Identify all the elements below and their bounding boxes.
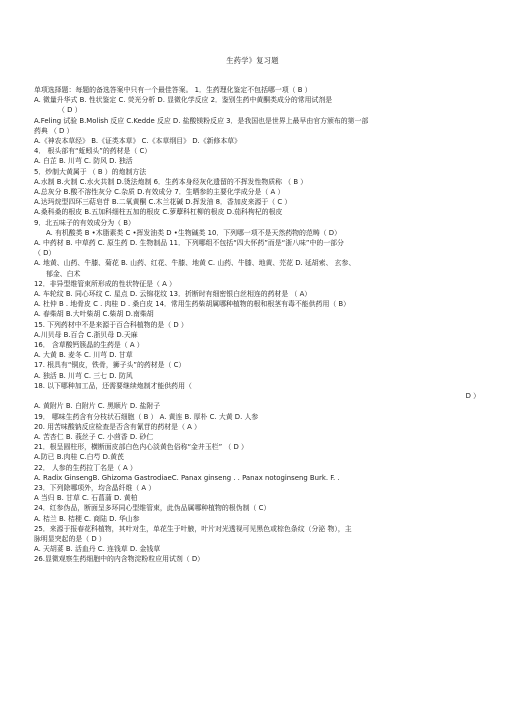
text-line: 12．非异型维管束所形成的性状特征是（ A ） xyxy=(34,279,176,288)
text-line: A. 有机酸类 B •木脂素类 C •挥发油类 D •生物碱类 10．下列哪一项不是天然药物的范畴（ D） xyxy=(46,228,341,237)
text-line: 17. 根具有“铜皮，铁骨，狮子头”的药材是（ C） xyxy=(34,361,186,370)
text-line: A.水制 B.火制 C.水火共制 D.烫法炮制 6．生药本身经灰化遗留的不挥发性物质称 （ B ） xyxy=(34,177,308,186)
text-line: 脉明显突起的是（ D ） xyxy=(34,534,106,543)
text-line: A.达玛烷型四环三萜皂苷 B.二氧黄酮 C.木兰花碱 D.挥发油 8．香加皮来源于（ C ） xyxy=(34,198,292,207)
text-line: A. 微量升华式 B. 性状鉴定 C. 荧光分析 D. 显微化学反应 2．鉴别生药中黄酮类成分的常用试剂是 xyxy=(34,96,333,105)
text-line: A. 车轮纹 B. 同心环纹 C. 星点 D. 云锦花纹 13．折断时有细密银白丝相连的药材是 （ A） xyxy=(34,290,312,299)
text-line: A.Feling 试验 B.Molish 反应 C.Kedde 反应 D. 盐酸镁粉反应 3．是我国也是世界上最早由官方颁布的第一部 xyxy=(34,116,369,125)
text-line: 22． 人参的生药拉丁名是（ A ） xyxy=(34,463,137,472)
text-line: 24．红参伪品，断面呈多环同心型维管束，此伪品属哪种植物的根伪制（ C） xyxy=(34,504,271,513)
text-line: A. 桔兰 B. 桔梗 C. 商陆 D. 华山参 xyxy=(34,514,140,523)
text-line: A. 苦杏仁 B. 莪丝子 C. 小茴香 D. 砂仁 xyxy=(34,432,154,441)
text-line: 18. 以下哪种加工品，还需要继续炮制才能供药用（ xyxy=(34,381,192,390)
text-line: 单项选择题：每题的备选答案中只有一个最佳答案。 1．生药理化鉴定不包括哪一项（ B ） xyxy=(34,86,312,94)
text-line: A. 独活 B. 川芎 C. 三七 D. 防风 xyxy=(34,371,133,380)
document-title: 生药学》复习题 xyxy=(226,56,279,65)
text-line: 药典 （ D ） xyxy=(34,126,74,135)
text-line: A.防已 B.肉桂 C.白芍 D.黄芪 xyxy=(34,453,124,462)
text-line: A.桑科桑的根皮 B.五加科细柱五加的根皮 C.萝藦科杠柳的根皮 D.茄科枸杞的根皮 xyxy=(34,208,283,217)
text-line: 16． 含草酸钙簇晶的生药是（ A ） xyxy=(34,341,144,350)
text-line: A.总灰分 B.酸不溶性灰分 C.杂质 D.有效成分 7．生晒参的主要化学成分是（ A ） xyxy=(34,188,285,197)
text-line: A.川贝母 B.百合 C.浙贝母 D.天麻 xyxy=(34,330,138,339)
text-line: D ） xyxy=(465,392,480,401)
text-line: 25．来源于报春花科植物，其叶对生，单花生于叶腋，叶片对光透视可见黑色或棕色条纹（分泌 物），主 xyxy=(34,524,352,533)
text-line: （ D ） xyxy=(58,106,82,115)
text-line: 4． 根头部有“蚯蚓头”的药材是（ C） xyxy=(34,147,152,156)
text-line: A.《神农本草经》 B.《证类本草》 C.《本草纲目》 D.《新修本草》 xyxy=(34,137,242,146)
text-line: 5．炒制大黄属于 （ B ）的炮制方法 xyxy=(34,167,147,176)
text-line: A. 春柴胡 B.大叶柴胡 C.柴胡 D.南柴胡 xyxy=(34,310,154,319)
text-line: A. 地黄、山药、牛膝、菊花 B. 山药、红花、牛膝、地黄 C. 山药、牛膝、地黄、芫花 D. 延胡索、 玄参、 xyxy=(34,259,356,268)
text-line: A. 白芷 B. 川芎 C. 防风 D. 独活 xyxy=(34,157,133,166)
text-line: A. 黄附片 B. 白附片 C. 黑顺片 D. 盐附子 xyxy=(34,402,161,411)
text-line: 26.显微观察生药细胞中的内含物淀粉粒应用试剂（ D） xyxy=(34,555,205,564)
question-list xyxy=(34,85,480,565)
text-line: 21．根呈圆柱形，横断面皮部白色内心淡黄色俗称“金井玉栏” （ D ） xyxy=(34,443,248,452)
text-line: 23．下列除哪项外，均含晶纤维（ A ） xyxy=(34,483,156,492)
text-line: 19． 哪味生药含有分枝状石细胞（ B ） A. 黄连 B. 厚朴 C. 大黄 D. 人参 xyxy=(34,412,259,421)
text-line: （ D） xyxy=(34,249,56,258)
text-line: A. 杜仲 B . 地骨皮 C . 肉桂 D . 桑白皮 14．常用生药柴胡属哪种植物的根和根茎有毒不能供药用（ B） xyxy=(34,300,351,309)
text-line: 20. 用苦味酸钠反应检查是否含有氰苷的药材是（ A ） xyxy=(34,422,201,431)
text-line: 15. 下列药材中不是来源于百合科植物的是（ D ） xyxy=(34,320,188,329)
text-line: A. 大黄 B. 麦冬 C. 川芎 D. 甘草 xyxy=(34,351,133,360)
text-line: A. 天胡荽 B. 活血丹 C. 连钱草 D. 金钱草 xyxy=(34,545,161,554)
text-line: A. 中药材 B. 中草药 C. 原生药 D. 生物制品 11．下列哪组不包括“四大怀药”而是“浙八味”中的一部分 xyxy=(34,239,344,248)
text-line: A. Radix GinsengB. Ghizoma GastrodiaeC. Panax ginseng . . Panax notoginseng Burk. F. . xyxy=(34,473,340,482)
text-line: 郁金、白术 xyxy=(46,269,81,278)
text-line: A 当归 B. 甘草 C. 石菖蒲 D. 黄柏 xyxy=(34,494,138,503)
text-line: 9．北五味子的有效成分为（ B） xyxy=(34,218,135,227)
